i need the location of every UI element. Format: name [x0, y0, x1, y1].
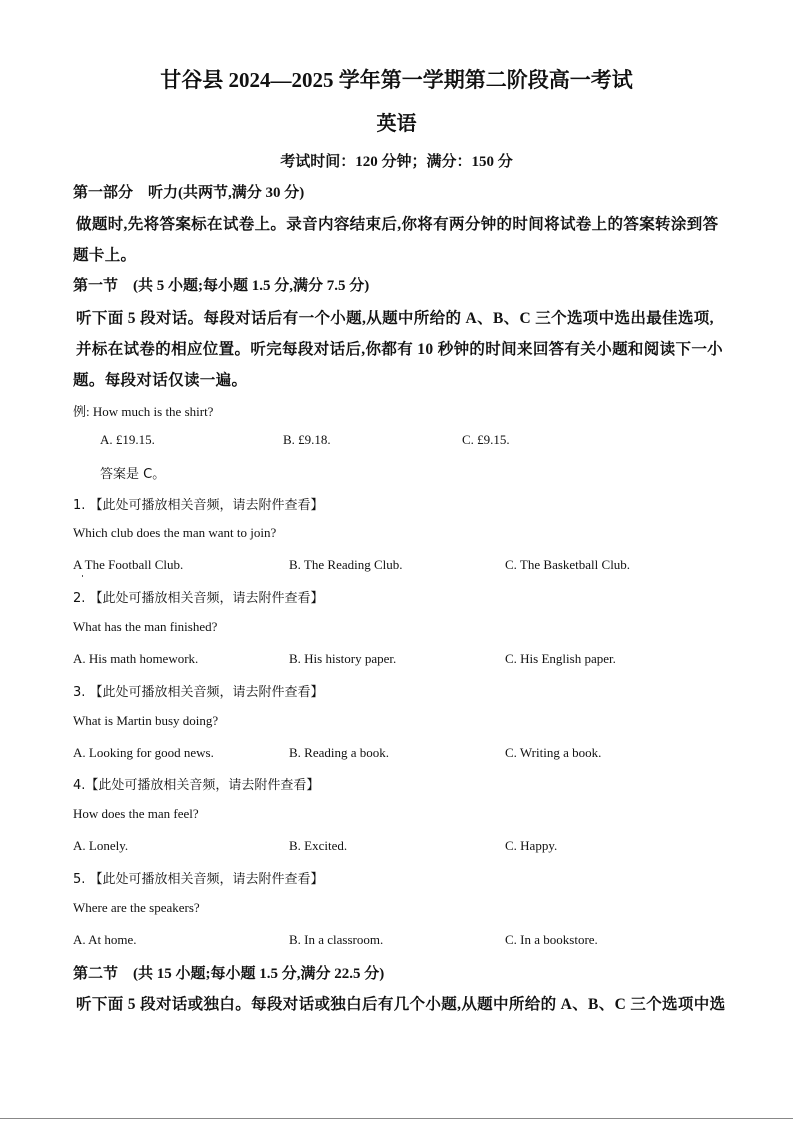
exam-title: 甘谷县 2024—2025 学年第一学期第二阶段高一考试	[160, 68, 633, 92]
q1-option-b: B. The Reading Club.	[289, 557, 403, 572]
example-answer: 答案是 C。	[100, 467, 166, 482]
q4-option-b: B. Excited.	[289, 838, 348, 853]
q3-question: What is Martin busy doing?	[73, 713, 219, 728]
part1-instruction-line2: 题卡上。	[73, 247, 137, 264]
q5-audio-placeholder: 5. 【此处可播放相关音频，请去附件查看】	[73, 872, 324, 887]
q1-option-a: A The Football Club.	[73, 557, 184, 572]
q3-option-b: B. Reading a book.	[289, 745, 390, 760]
part1-instruction-line1: 做题时,先将答案标在试卷上。录音内容结束后,你将有两分钟的时间将试卷上的答案转涂到答	[76, 216, 719, 233]
q2-option-a: A. His math homework.	[73, 651, 199, 666]
page-bottom-divider	[0, 1118, 793, 1119]
section2-instruction-line1: 听下面 5 段对话或独白。每段对话或独白后有几个小题,从题中所给的 A、B、C 三个选项中选	[76, 996, 726, 1013]
q1-audio-placeholder: 1. 【此处可播放相关音频，请去附件查看】	[73, 498, 324, 513]
q5-option-b: B. In a classroom.	[289, 932, 384, 947]
q4-option-a: A. Lonely.	[73, 838, 129, 853]
q2-option-c: C. His English paper.	[505, 651, 616, 666]
q3-option-a: A. Looking for good news.	[73, 745, 214, 760]
q1-question: Which club does the man want to join?	[73, 525, 277, 540]
q5-option-a: A. At home.	[73, 932, 137, 947]
part1-heading: 第一部分 听力(共两节,满分 30 分)	[73, 185, 305, 201]
q4-option-c: C. Happy.	[505, 838, 558, 853]
q2-option-b: B. His history paper.	[289, 651, 397, 666]
q1-option-c: C. The Basketball Club.	[505, 557, 631, 572]
subject-title: 英语	[376, 113, 417, 135]
example-option-c: C. £9.15.	[462, 432, 510, 447]
q2-question: What has the man finished?	[73, 619, 218, 634]
section1-instruction-line1: 听下面 5 段对话。每段对话后有一个小题,从题中所给的 A、B、C 三个选项中选出最佳选项,	[76, 310, 714, 327]
q5-question: Where are the speakers?	[73, 900, 200, 915]
example-option-a: A. £19.15.	[100, 432, 155, 447]
stray-mark	[82, 575, 83, 577]
section2-heading: 第二节 (共 15 小题;每小题 1.5 分,满分 22.5 分)	[73, 966, 385, 982]
example-question: 例: How much is the shirt?	[73, 404, 214, 419]
q3-option-c: C. Writing a book.	[505, 745, 602, 760]
q5-option-c: C. In a bookstore.	[505, 932, 598, 947]
exam-info: 考试时间：120 分钟；满分：150 分	[280, 154, 513, 170]
q4-audio-placeholder: 4.【此处可播放相关音频，请去附件查看】	[73, 778, 320, 793]
example-option-b: B. £9.18.	[283, 432, 331, 447]
section1-instruction-line2: 并标在试卷的相应位置。听完每段对话后,你都有 10 秒钟的时间来回答有关小题和阅读下一小	[76, 341, 724, 358]
q2-audio-placeholder: 2. 【此处可播放相关音频，请去附件查看】	[73, 591, 324, 606]
q3-audio-placeholder: 3. 【此处可播放相关音频，请去附件查看】	[73, 685, 324, 700]
section1-instruction-line3: 题。每段对话仅读一遍。	[73, 372, 248, 389]
q4-question: How does the man feel?	[73, 806, 199, 821]
section1-heading: 第一节 (共 5 小题;每小题 1.5 分,满分 7.5 分)	[73, 278, 370, 294]
